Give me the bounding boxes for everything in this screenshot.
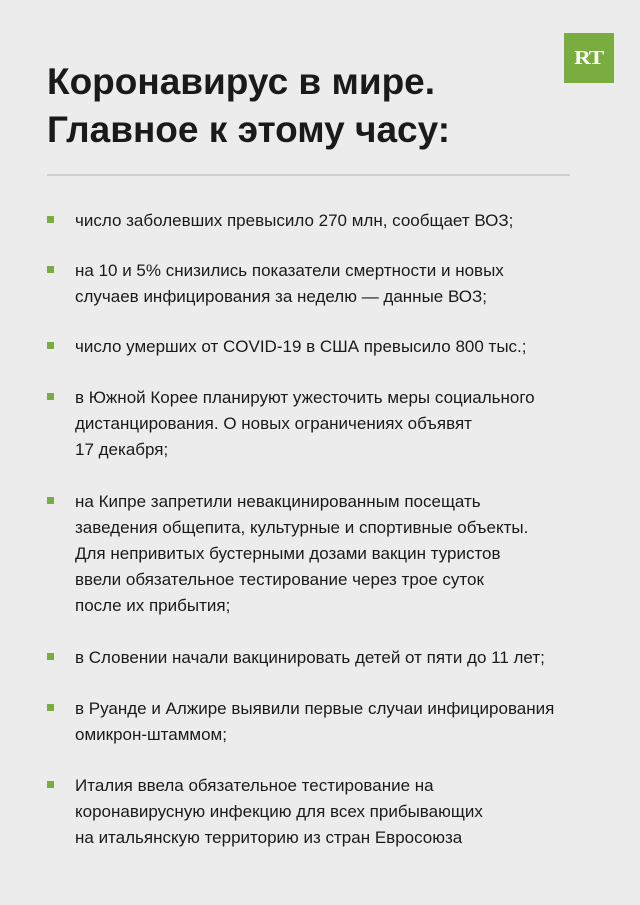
- list-item-text: число умерших от COVID-19 в США превысило 800 тыс.;: [75, 337, 527, 356]
- square-bullet-icon: [47, 393, 54, 400]
- list-item-text: Италия ввела обязательное тестирование на коронавирусную инфекцию для всех прибывающих на итальянскую территорию из стран Евросоюза: [75, 776, 483, 847]
- rt-logo: [564, 33, 614, 83]
- list-item-text: в Южной Корее планируют ужесточить меры социального дистанцирования. О новых ограничениях объявят 17 декабря;: [75, 388, 535, 459]
- list-item-text: на 10 и 5% снизились показатели смертности и новых случаев инфицирования за неделю — данные ВОЗ;: [75, 261, 504, 306]
- title-line-2: Главное к этому часу:: [47, 109, 451, 150]
- square-bullet-icon: [47, 781, 54, 788]
- page-title: [47, 58, 547, 154]
- square-bullet-icon: [47, 497, 54, 504]
- square-bullet-icon: [47, 704, 54, 711]
- list-item-text: на Кипре запретили невакцинированным посещать заведения общепита, культурные и спортивные объекты. Для непривитых бустерными дозами вакцин туристов ввели обязательное тестирование через трое суток после их прибытия;: [75, 492, 529, 615]
- list-item-text: число заболевших превысило 270 млн, сообщает ВОЗ;: [75, 211, 514, 230]
- square-bullet-icon: [47, 653, 54, 660]
- list-item-text: в Словении начали вакцинировать детей от пяти до 11 лет;: [75, 648, 545, 667]
- list-item-text: в Руанде и Алжире выявили первые случаи инфицирования омикрон-штаммом;: [75, 699, 555, 744]
- square-bullet-icon: [47, 342, 54, 349]
- divider: [47, 174, 570, 176]
- square-bullet-icon: [47, 266, 54, 273]
- title-line-1: Коронавирус в мире.: [47, 61, 436, 102]
- square-bullet-icon: [47, 216, 54, 223]
- rt-logo-text: RT: [574, 46, 604, 69]
